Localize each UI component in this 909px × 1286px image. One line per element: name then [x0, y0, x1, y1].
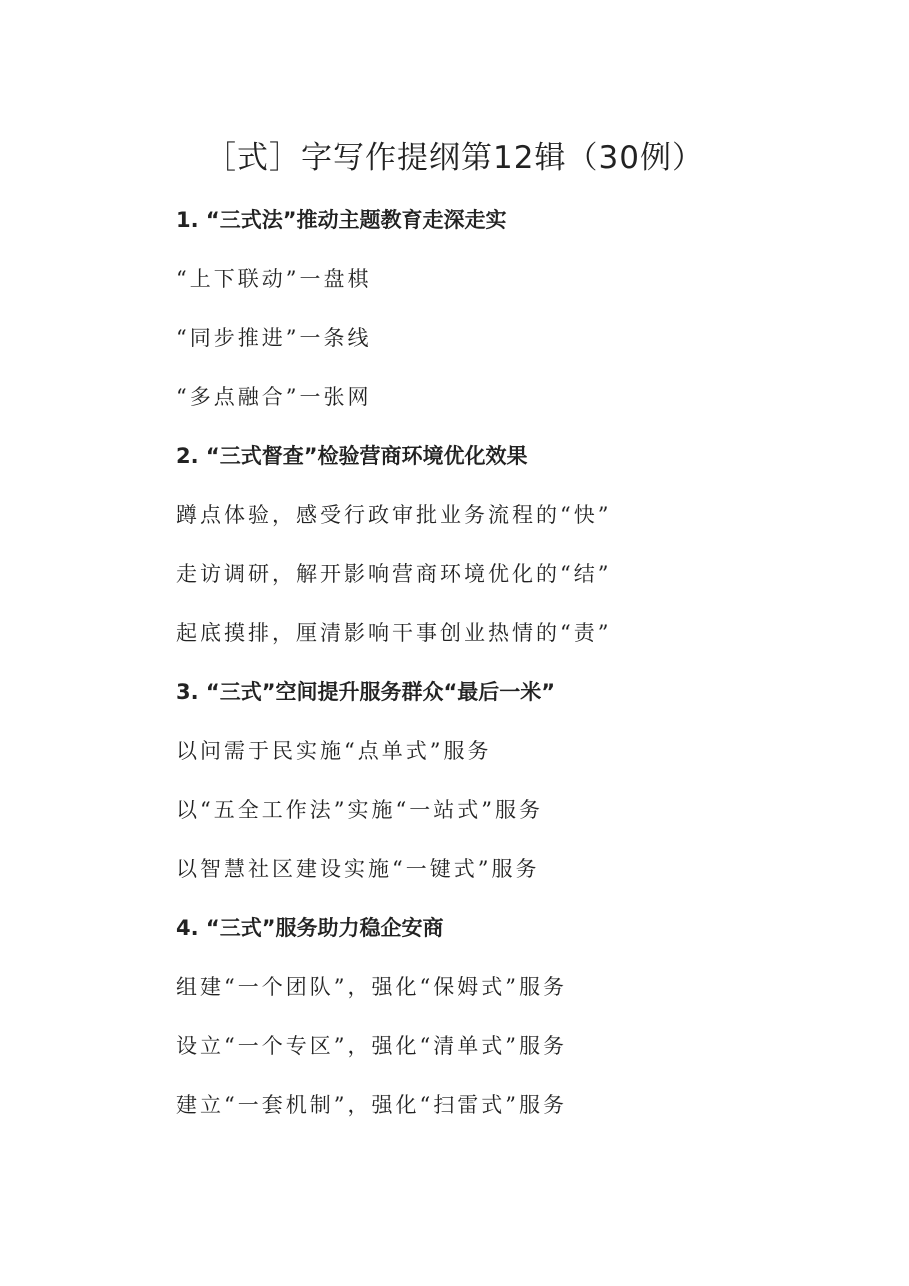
outline-sections — [176, 200, 876, 1144]
outline-item: 走访调研，解开影响营商环境优化的“结” — [176, 562, 612, 586]
outline-item: 蹲点体验，感受行政审批业务流程的“快” — [176, 503, 612, 527]
outline-item: 以智慧社区建设实施“一键式”服务 — [176, 857, 540, 881]
section-heading: 4. “三式”服务助力稳企安商 — [176, 916, 444, 940]
section-heading: 1. “三式法”推动主题教育走深走实 — [176, 208, 507, 232]
section-1 — [176, 200, 876, 417]
outline-item: 起底摸排，厘清影响干事创业热情的“责” — [176, 621, 612, 645]
outline-item: “多点融合”一张网 — [176, 385, 372, 409]
section-heading: 2. “三式督查”检验营商环境优化效果 — [176, 444, 528, 468]
outline-item: “上下联动”一盘棋 — [176, 267, 372, 291]
section-4 — [176, 908, 876, 1125]
document-title: ［式］字写作提纲第12辑（30例） — [205, 140, 704, 176]
outline-item: 建立“一套机制”，强化“扫雷式”服务 — [176, 1093, 567, 1117]
section-2 — [176, 436, 876, 653]
outline-item: 以“五全工作法”实施“一站式”服务 — [176, 798, 543, 822]
outline-item: 设立“一个专区”，强化“清单式”服务 — [176, 1034, 567, 1058]
outline-item: 组建“一个团队”，强化“保姆式”服务 — [176, 975, 567, 999]
section-heading: 3. “三式”空间提升服务群众“最后一米” — [176, 680, 556, 704]
outline-item: “同步推进”一条线 — [176, 326, 372, 350]
section-3 — [176, 672, 876, 889]
outline-item: 以问需于民实施“点单式”服务 — [176, 739, 492, 763]
